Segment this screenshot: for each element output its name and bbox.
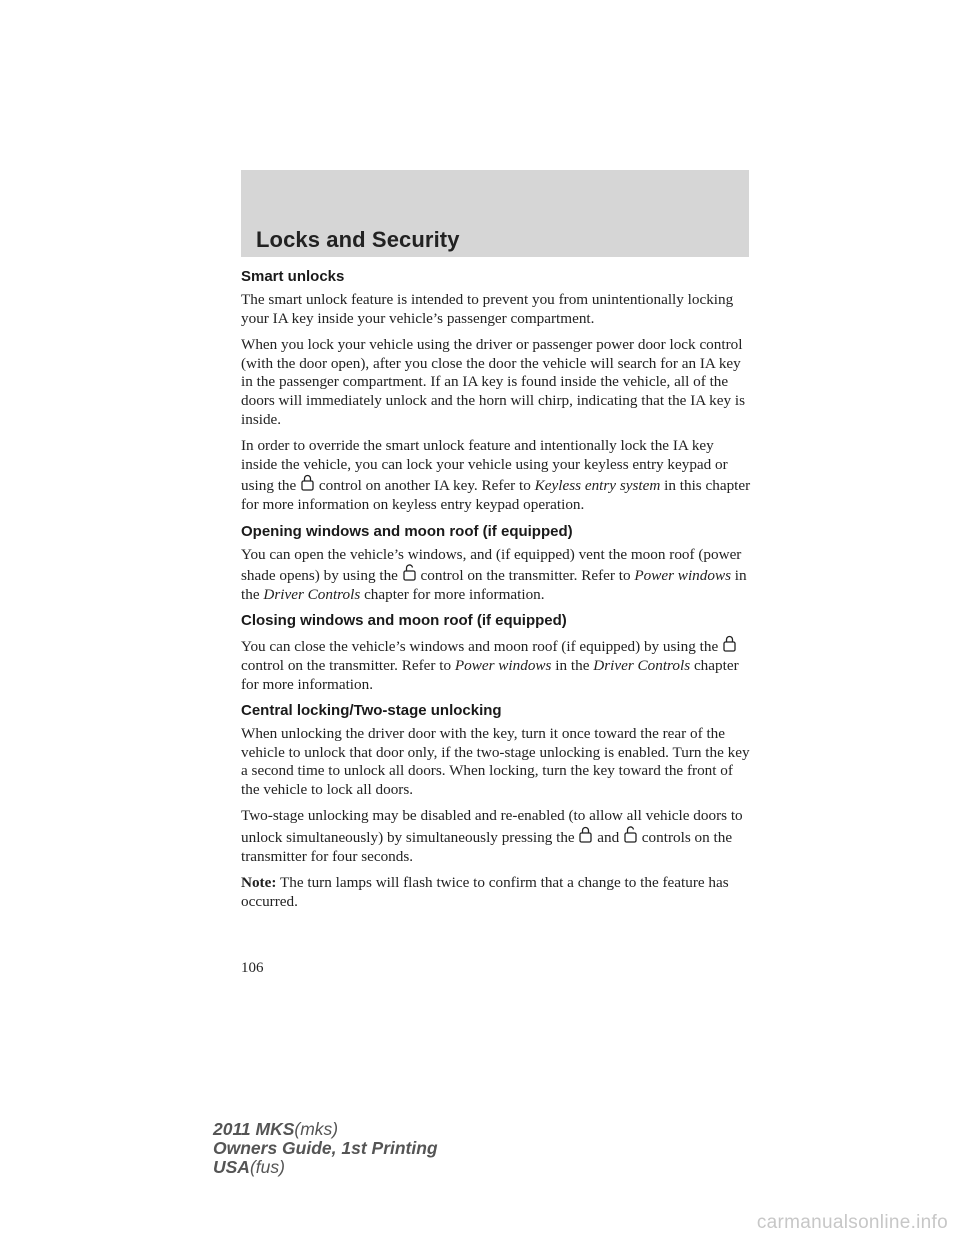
- heading-opening-windows: Opening windows and moon roof (if equipped): [241, 522, 573, 540]
- paragraph: Two-stage unlocking may be disabled and re-enabled (to allow all vehicle doors to unlock simultaneously) by simultaneously pressing the and controls on the transmitter for four seconds.: [241, 807, 743, 865]
- paragraph: When unlocking the driver door with the key, turn it once toward the rear of the vehicle to unlock that door only, if the two-stage unlocking is enabled. Turn the key a second time to unlock all doors. When locking, turn the key toward the front of the vehicle to lock all doors.: [241, 725, 750, 798]
- paragraph: The smart unlock feature is intended to prevent you from unintentionally locking your IA key inside your vehicle’s passenger compartment.: [241, 291, 734, 327]
- heading-closing-windows: Closing windows and moon roof (if equipped): [241, 612, 567, 630]
- paragraph: You can open the vehicle’s windows, and (if equipped) vent the moon roof (power shade opens) by using the control on the transmitter. Refer to Power windows in the Driver Controls chapter for more information.: [241, 545, 747, 603]
- footer-line-2: Owners Guide, 1st Printing: [213, 1138, 438, 1158]
- heading-central-locking: Central locking/Two-stage unlocking: [241, 702, 502, 720]
- note-paragraph: [241, 874, 751, 911]
- link-driver-controls[interactable]: Driver Controls: [263, 585, 361, 603]
- page-content: [241, 268, 751, 919]
- section-header-band: [241, 170, 749, 257]
- lock-icon: [723, 635, 736, 652]
- heading-smart-unlocks: Smart unlocks: [241, 268, 345, 285]
- watermark: carmanualsonline.info: [756, 1212, 948, 1233]
- lock-icon: [301, 474, 314, 491]
- link-keyless-entry-system[interactable]: Keyless entry system: [534, 477, 661, 495]
- footer-line-3: USA(fus): [213, 1157, 285, 1177]
- print-footer: [213, 1120, 438, 1177]
- link-power-windows[interactable]: Power windows: [634, 567, 731, 585]
- link-driver-controls[interactable]: Driver Controls: [593, 656, 691, 674]
- section-title: Locks and Security: [256, 227, 460, 252]
- unlock-icon: [624, 826, 637, 843]
- paragraph: When you lock your vehicle using the driver or passenger power door lock control (with the door open), after you close the door the vehicle will search for an IA key in the passenger compartment. If an IA key is found inside the vehicle, all of the doors will immediately unlock and the horn will chirp, indicating that the IA key is inside.: [241, 336, 746, 428]
- note-text: The turn lamps will flash twice to confirm that a change to the feature has occurred.: [241, 874, 729, 910]
- paragraph: You can close the vehicle’s windows and moon roof (if equipped) by using the control on the transmitter. Refer to Power windows in the Driver Controls chapter for more information.: [241, 635, 751, 694]
- link-power-windows[interactable]: Power windows: [454, 656, 552, 674]
- note-label: Note:: [241, 874, 277, 892]
- unlock-icon: [403, 564, 416, 581]
- paragraph: In order to override the smart unlock feature and intentionally lock the IA key inside the vehicle, you can lock your vehicle using your keyless entry keypad or using the control on another IA key. Refer to Keyless entry system in this chapter for more information on keyless entry keypad operation.: [241, 437, 751, 513]
- lock-icon: [579, 826, 592, 843]
- footer-line-1: 2011 MKS(mks): [213, 1119, 339, 1139]
- page-number: 106: [241, 960, 264, 976]
